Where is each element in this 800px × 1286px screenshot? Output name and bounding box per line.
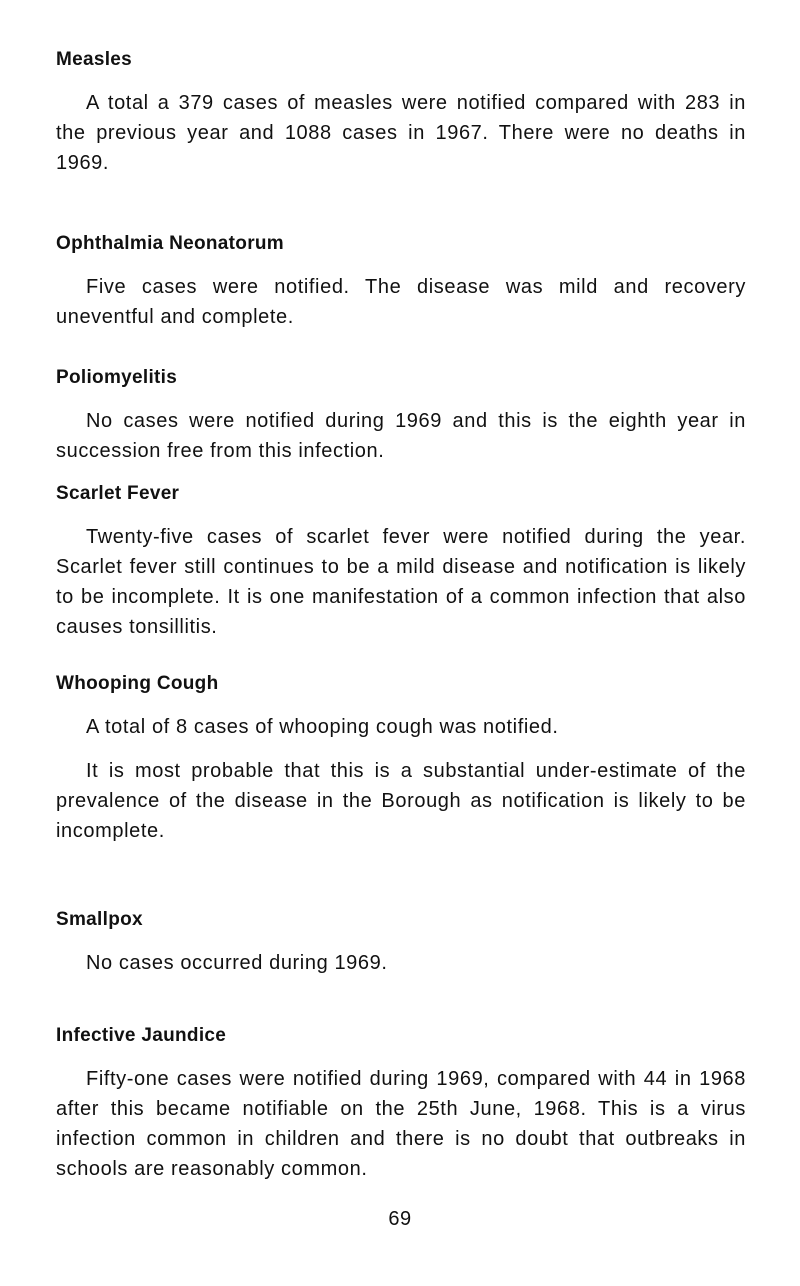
section-heading: Whooping Cough [56, 673, 219, 694]
section-paragraph: Fifty-one cases were notified during 1969, compared with 44 in 1968 after this became notifiable on the 25th June, 1968. This is a virus infection common in children and there is no doubt that outbreaks in schools are reasonably common. [56, 1068, 746, 1180]
section-paragraph: Twenty-five cases of scarlet fever were notified during the year. Scarlet fever still continues to be a mild disease and notification is likely to be incomplete. It is one manifestation of a common infection that also causes tonsillitis. [56, 526, 746, 638]
section-heading: Smallpox [56, 909, 143, 930]
section-infective-jaundice [56, 1024, 746, 1184]
section-paragraph: No cases occurred during 1969. [86, 952, 388, 974]
section-smallpox [56, 908, 746, 978]
section-heading: Scarlet Fever [56, 483, 180, 504]
section-paragraph: A total of 8 cases of whooping cough was notified. [86, 716, 559, 738]
section-paragraph: No cases were notified during 1969 and this is the eighth year in succession free from this infection. [56, 410, 746, 462]
section-heading: Measles [56, 49, 133, 70]
section-poliomyelitis [56, 366, 746, 466]
section-paragraph: A total a 379 cases of measles were notified compared with 283 in the previous year and 1088 cases in 1967. There were no deaths in 1969. [56, 92, 746, 174]
section-heading: Poliomyelitis [56, 367, 178, 388]
section-measles [56, 48, 746, 178]
section-heading: Ophthalmia Neonatorum [56, 233, 284, 254]
section-scarlet-fever [56, 482, 746, 642]
section-whooping-cough [56, 672, 746, 846]
section-paragraph: It is most probable that this is a substantial under-estimate of the prevalence of the disease in the Borough as notification is likely to be incomplete. [56, 760, 746, 842]
section-paragraph: Five cases were notified. The disease was mild and recovery uneventful and complete. [56, 276, 746, 328]
page-number: 69 [388, 1208, 412, 1230]
section-heading: Infective Jaundice [56, 1025, 227, 1046]
section-ophthalmia-neonatorum [56, 232, 746, 332]
